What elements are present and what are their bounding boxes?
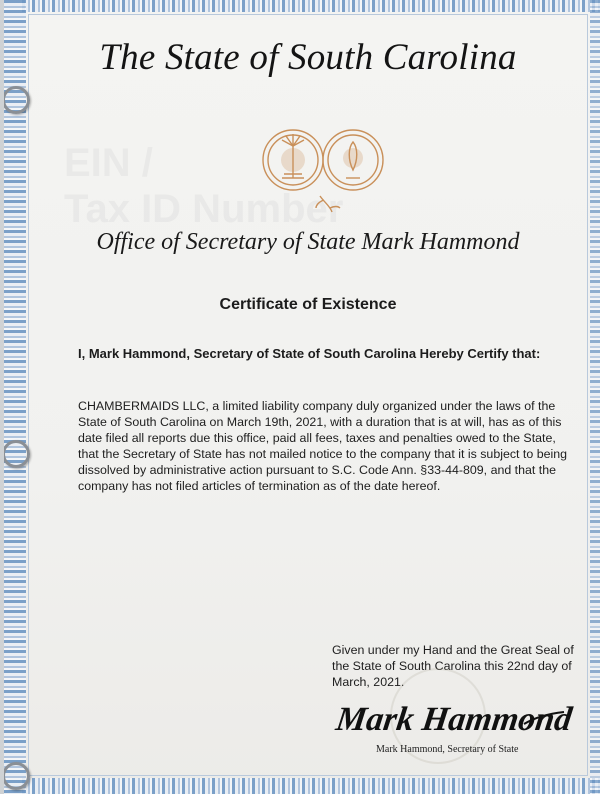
binder-ring-icon (4, 440, 30, 468)
signature-text: Mark Hammond (334, 701, 575, 738)
page-title: The State of South Carolina (99, 37, 517, 78)
watermark-line-1: EIN / (64, 141, 153, 185)
certificate-body: CHAMBERMAIDS LLC, a limited liability company duly organized under the laws of the State of South Carolina on March 19th, 2021, with a duration that is at will, has as of this date filed all reports due this office, paid all fees, taxes and penalties owed to the State, that the Secretary of State has not mailed notice to the company that it is subject to being dissolved by administrative action pursuant to S.C. Code Ann. §33-44-809, and that the company has not filed articles of termination as of the date hereof. (78, 399, 568, 493)
given-under-hand: Given under my Hand and the Great Seal of the State of South Carolina this 22nd day of March, 2021. (332, 643, 574, 689)
signature (334, 694, 584, 744)
binder-ring-icon (4, 86, 30, 114)
office-title: Office of Secretary of State Mark Hammond (96, 229, 520, 255)
certify-statement: I, Mark Hammond, Secretary of State of South Carolina Hereby Certify that: (78, 346, 541, 361)
certificate-page (4, 0, 600, 794)
certificate-title: Certificate of Existence (219, 296, 397, 313)
border-top (22, 0, 600, 12)
state-seal-icon (260, 104, 386, 220)
border-bottom (22, 778, 600, 794)
border-right (590, 0, 600, 794)
watermark-line-2: Tax ID Number (64, 187, 344, 231)
signer-line: Mark Hammond, Secretary of State (376, 744, 519, 755)
border-left (4, 0, 26, 794)
